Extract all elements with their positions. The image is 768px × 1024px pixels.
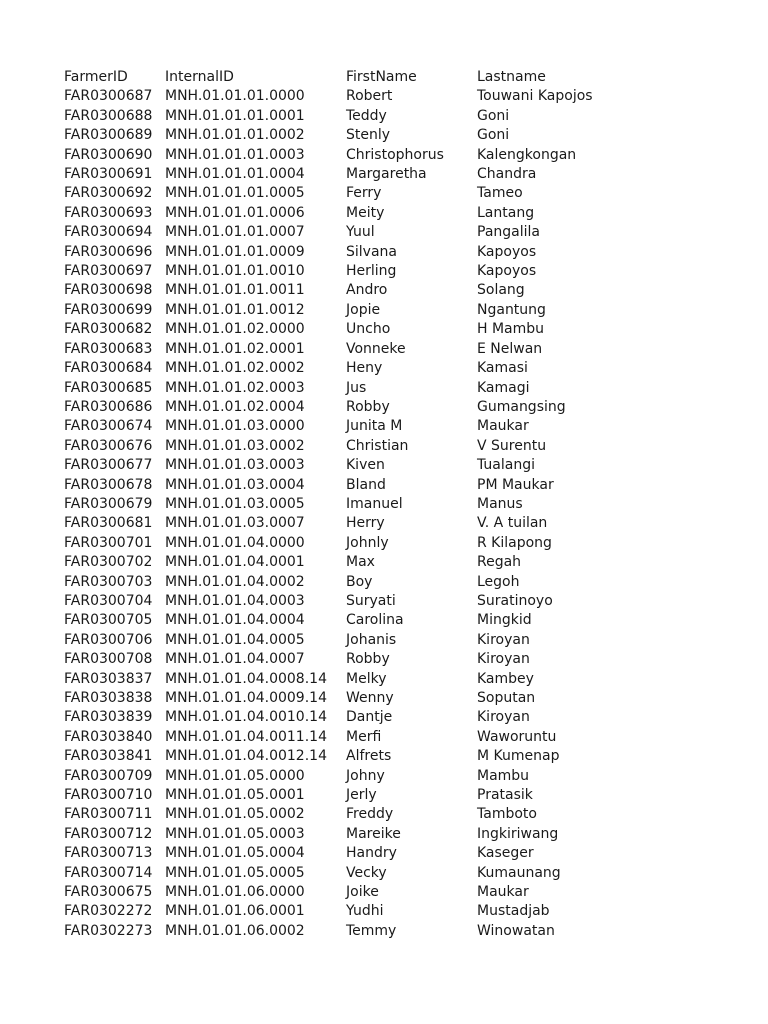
first-name-cell: Carolina	[346, 612, 404, 629]
table-row	[64, 864, 637, 883]
internal-id-cell: MNH.01.01.04.0011.14	[165, 728, 327, 745]
last-name-cell: V Surentu	[477, 437, 547, 454]
internal-id-cell: MNH.01.01.01.0000	[165, 88, 305, 105]
first-name-cell: Johny	[346, 767, 385, 784]
table-row	[64, 825, 637, 844]
first-name-cell: Junita M	[346, 418, 403, 435]
last-name-cell: Lantang	[477, 204, 535, 221]
first-name-cell: Boy	[346, 573, 373, 590]
internal-id-cell: MNH.01.01.05.0002	[165, 806, 305, 823]
first-name-cell: Heny	[346, 360, 383, 377]
internal-id-cell: MNH.01.01.01.0007	[165, 224, 305, 241]
farmer-id-cell: FAR0300696	[64, 243, 153, 260]
first-name-cell: Vecky	[346, 864, 387, 881]
first-name-cell: Wenny	[346, 690, 394, 706]
last-name-cell: Pratasik	[477, 787, 533, 804]
last-name-cell: Kumaunang	[477, 864, 561, 881]
internal-id-cell: MNH.01.01.06.0000	[165, 884, 305, 901]
table-row	[64, 805, 637, 824]
table-body	[64, 87, 637, 941]
last-name-cell: Tameo	[477, 185, 523, 202]
first-name-cell: Bland	[346, 476, 386, 493]
internal-id-cell: MNH.01.01.04.0010.14	[165, 709, 327, 726]
last-name-cell: Pangalila	[477, 224, 540, 241]
farmer-id-cell: FAR0302272	[64, 903, 153, 920]
last-name-cell: Touwani Kapojos	[477, 88, 593, 105]
farmer-id-cell: FAR0300697	[64, 263, 153, 280]
internal-id-cell: MNH.01.01.03.0002	[165, 437, 305, 454]
internal-id-cell: MNH.01.01.01.0010	[165, 263, 305, 280]
last-name-cell: Mustadjab	[477, 903, 550, 920]
last-name-cell: Gumangsing	[477, 398, 566, 415]
last-name-cell: Mambu	[477, 767, 530, 784]
farmer-id-cell: FAR0300711	[64, 806, 153, 823]
farmer-id-cell: FAR0300701	[64, 534, 153, 551]
internal-id-cell: MNH.01.01.01.0005	[165, 185, 305, 202]
table-row	[64, 767, 637, 786]
last-name-cell: Tualangi	[477, 457, 535, 474]
last-name-cell: Kalengkongan	[477, 146, 577, 163]
table-row	[64, 359, 637, 378]
first-name-cell: Vonneke	[346, 340, 406, 357]
table-row	[64, 883, 637, 902]
table-row	[64, 786, 637, 805]
farmer-id-cell: FAR0303837	[64, 670, 153, 687]
farmer-id-cell: FAR0300708	[64, 651, 153, 668]
table-row	[64, 223, 637, 242]
table-row	[64, 844, 637, 863]
first-name-cell: Max	[346, 554, 375, 571]
table-row	[64, 146, 637, 165]
column-header-firstname: FirstName	[346, 69, 417, 85]
internal-id-cell: MNH.01.01.03.0000	[165, 418, 305, 435]
internal-id-cell: MNH.01.01.04.0007	[165, 651, 305, 668]
farmer-id-cell: FAR0300704	[64, 592, 153, 609]
internal-id-cell: MNH.01.01.04.0008.14	[165, 670, 327, 687]
table-row	[64, 611, 637, 630]
internal-id-cell: MNH.01.01.03.0005	[165, 495, 305, 512]
last-name-cell: V. A tuilan	[477, 515, 548, 532]
table-row	[64, 417, 637, 436]
table-row	[64, 631, 637, 650]
table-row	[64, 456, 637, 475]
table-row	[64, 320, 637, 339]
table-row	[64, 398, 637, 417]
internal-id-cell: MNH.01.01.02.0000	[165, 321, 305, 338]
farmer-id-cell: FAR0300685	[64, 379, 153, 396]
farmer-id-cell: FAR0300698	[64, 282, 153, 299]
internal-id-cell: MNH.01.01.04.0009.14	[165, 690, 327, 706]
table-row	[64, 689, 637, 708]
first-name-cell: Christian	[346, 437, 409, 454]
farmer-id-cell: FAR0300709	[64, 767, 153, 784]
table-row	[64, 573, 637, 592]
column-header-internalid: InternalID	[165, 69, 234, 85]
last-name-cell: Kiroyan	[477, 631, 530, 648]
last-name-cell: H Mambu	[477, 321, 545, 338]
first-name-cell: Yudhi	[346, 903, 384, 920]
farmer-id-cell: FAR0300684	[64, 360, 153, 377]
last-name-cell: Winowatan	[477, 922, 555, 939]
table-row	[64, 262, 637, 281]
first-name-cell: Joike	[346, 884, 379, 901]
last-name-cell: Kapoyos	[477, 263, 537, 280]
table-row	[64, 922, 637, 941]
table-row	[64, 107, 637, 126]
first-name-cell: Mareike	[346, 825, 401, 842]
farmer-id-cell: FAR0300679	[64, 495, 153, 512]
first-name-cell: Herry	[346, 515, 385, 532]
table-row	[64, 379, 637, 398]
farmer-id-cell: FAR0300687	[64, 88, 153, 105]
internal-id-cell: MNH.01.01.04.0000	[165, 534, 305, 551]
last-name-cell: Soputan	[477, 690, 536, 706]
farmer-id-cell: FAR0303840	[64, 728, 153, 745]
internal-id-cell: MNH.01.01.01.0009	[165, 243, 305, 260]
first-name-cell: Uncho	[346, 321, 391, 338]
first-name-cell: Margaretha	[346, 166, 427, 183]
first-name-cell: Temmy	[346, 922, 397, 939]
last-name-cell: Legoh	[477, 573, 520, 590]
internal-id-cell: MNH.01.01.05.0001	[165, 787, 305, 804]
last-name-cell: Solang	[477, 282, 525, 299]
farmer-id-cell: FAR0300689	[64, 127, 153, 144]
internal-id-cell: MNH.01.01.02.0003	[165, 379, 305, 396]
first-name-cell: Meity	[346, 204, 385, 221]
last-name-cell: Ingkiriwang	[477, 825, 559, 842]
table-row	[64, 476, 637, 495]
farmer-id-cell: FAR0300691	[64, 166, 153, 183]
first-name-cell: Johnly	[346, 534, 389, 551]
first-name-cell: Teddy	[346, 107, 387, 124]
internal-id-cell: MNH.01.01.02.0002	[165, 360, 305, 377]
last-name-cell: Goni	[477, 107, 510, 124]
last-name-cell: Kiroyan	[477, 709, 530, 726]
table-row	[64, 670, 637, 689]
table-row	[64, 184, 637, 203]
first-name-cell: Herling	[346, 263, 397, 280]
internal-id-cell: MNH.01.01.04.0004	[165, 612, 305, 629]
table-row	[64, 650, 637, 669]
first-name-cell: Silvana	[346, 243, 397, 260]
internal-id-cell: MNH.01.01.05.0005	[165, 864, 305, 881]
first-name-cell: Robby	[346, 398, 390, 415]
internal-id-cell: MNH.01.01.04.0003	[165, 592, 305, 609]
internal-id-cell: MNH.01.01.03.0007	[165, 515, 305, 532]
farmer-id-cell: FAR0300690	[64, 146, 153, 163]
internal-id-cell: MNH.01.01.06.0001	[165, 903, 305, 920]
farmer-table	[64, 68, 637, 941]
farmer-id-cell: FAR0300705	[64, 612, 153, 629]
last-name-cell: Kapoyos	[477, 243, 537, 260]
table-row	[64, 204, 637, 223]
farmer-id-cell: FAR0300678	[64, 476, 153, 493]
column-header-lastname: Lastname	[477, 69, 546, 85]
last-name-cell: M Kumenap	[477, 748, 560, 765]
farmer-id-cell: FAR0300686	[64, 398, 153, 415]
table-row	[64, 902, 637, 921]
farmer-id-cell: FAR0303841	[64, 748, 153, 765]
first-name-cell: Andro	[346, 282, 388, 299]
table-row	[64, 553, 637, 572]
farmer-id-cell: FAR0300688	[64, 107, 153, 124]
farmer-id-cell: FAR0300706	[64, 631, 153, 648]
first-name-cell: Imanuel	[346, 495, 403, 512]
farmer-id-cell: FAR0300675	[64, 884, 153, 901]
last-name-cell: Maukar	[477, 884, 529, 901]
table-row	[64, 281, 637, 300]
farmer-id-cell: FAR0300710	[64, 787, 153, 804]
internal-id-cell: MNH.01.01.05.0003	[165, 825, 305, 842]
last-name-cell: Kaseger	[477, 845, 534, 862]
first-name-cell: Freddy	[346, 806, 394, 823]
first-name-cell: Handry	[346, 845, 397, 862]
farmer-id-cell: FAR0300682	[64, 321, 153, 338]
table-row	[64, 126, 637, 145]
farmer-id-cell: FAR0300692	[64, 185, 153, 202]
last-name-cell: Chandra	[477, 166, 537, 183]
farmer-id-cell: FAR0300681	[64, 515, 153, 532]
first-name-cell: Yuul	[346, 224, 375, 241]
first-name-cell: Robby	[346, 651, 390, 668]
farmer-id-cell: FAR0300699	[64, 301, 153, 318]
table-row	[64, 514, 637, 533]
farmer-id-cell: FAR0300676	[64, 437, 153, 454]
farmer-id-cell: FAR0300677	[64, 457, 153, 474]
farmer-id-cell: FAR0300674	[64, 418, 153, 435]
farmer-id-cell: FAR0300694	[64, 224, 153, 241]
farmer-id-cell: FAR0300714	[64, 864, 153, 881]
last-name-cell: Kambey	[477, 670, 534, 687]
column-header-farmerid: FarmerID	[64, 69, 128, 85]
last-name-cell: E Nelwan	[477, 340, 543, 357]
farmer-id-cell: FAR0300703	[64, 573, 153, 590]
last-name-cell: Manus	[477, 495, 523, 512]
first-name-cell: Jopie	[346, 301, 381, 318]
first-name-cell: Stenly	[346, 127, 391, 144]
farmer-id-cell: FAR0300702	[64, 554, 153, 571]
table-row	[64, 534, 637, 553]
farmer-id-cell: FAR0300683	[64, 340, 153, 357]
table-row	[64, 708, 637, 727]
internal-id-cell: MNH.01.01.03.0004	[165, 476, 305, 493]
internal-id-cell: MNH.01.01.05.0000	[165, 767, 305, 784]
last-name-cell: Mingkid	[477, 612, 532, 629]
internal-id-cell: MNH.01.01.01.0006	[165, 204, 305, 221]
internal-id-cell: MNH.01.01.02.0001	[165, 340, 305, 357]
internal-id-cell: MNH.01.01.04.0001	[165, 554, 305, 571]
table-row	[64, 340, 637, 359]
table-row	[64, 747, 637, 766]
first-name-cell: Jus	[346, 379, 367, 396]
first-name-cell: Ferry	[346, 185, 382, 202]
farmer-id-cell: FAR0300693	[64, 204, 153, 221]
farmer-id-cell: FAR0300712	[64, 825, 153, 842]
first-name-cell: Kiven	[346, 457, 385, 474]
last-name-cell: PM Maukar	[477, 476, 554, 493]
table-row	[64, 437, 637, 456]
internal-id-cell: MNH.01.01.01.0003	[165, 146, 305, 163]
last-name-cell: Kamagi	[477, 379, 530, 396]
last-name-cell: Tamboto	[477, 806, 537, 823]
first-name-cell: Melky	[346, 670, 387, 687]
internal-id-cell: MNH.01.01.01.0001	[165, 107, 305, 124]
last-name-cell: Suratinoyo	[477, 592, 553, 609]
first-name-cell: Dantje	[346, 709, 393, 726]
internal-id-cell: MNH.01.01.05.0004	[165, 845, 305, 862]
last-name-cell: Kamasi	[477, 360, 528, 377]
last-name-cell: Kiroyan	[477, 651, 530, 668]
last-name-cell: Waworuntu	[477, 728, 557, 745]
table-row	[64, 728, 637, 747]
last-name-cell: Goni	[477, 127, 510, 144]
first-name-cell: Suryati	[346, 592, 396, 609]
internal-id-cell: MNH.01.01.02.0004	[165, 398, 305, 415]
last-name-cell: Ngantung	[477, 301, 546, 318]
table-row	[64, 165, 637, 184]
last-name-cell: Maukar	[477, 418, 529, 435]
table-row	[64, 592, 637, 611]
last-name-cell: Regah	[477, 554, 522, 571]
internal-id-cell: MNH.01.01.06.0002	[165, 922, 305, 939]
first-name-cell: Robert	[346, 88, 393, 105]
internal-id-cell: MNH.01.01.01.0012	[165, 301, 305, 318]
internal-id-cell: MNH.01.01.01.0011	[165, 282, 305, 299]
table-row	[64, 301, 637, 320]
first-name-cell: Johanis	[346, 631, 397, 648]
first-name-cell: Christophorus	[346, 146, 444, 163]
last-name-cell: R Kilapong	[477, 534, 552, 551]
internal-id-cell: MNH.01.01.01.0002	[165, 127, 305, 144]
farmer-id-cell: FAR0303839	[64, 709, 153, 726]
first-name-cell: Jerly	[346, 787, 377, 804]
internal-id-cell: MNH.01.01.04.0002	[165, 573, 305, 590]
header-row	[64, 68, 637, 87]
internal-id-cell: MNH.01.01.01.0004	[165, 166, 305, 183]
farmer-id-cell: FAR0302273	[64, 922, 153, 939]
internal-id-cell: MNH.01.01.04.0005	[165, 631, 305, 648]
first-name-cell: Merfi	[346, 728, 382, 745]
farmer-id-cell: FAR0300713	[64, 845, 153, 862]
farmer-id-cell: FAR0303838	[64, 690, 153, 706]
internal-id-cell: MNH.01.01.04.0012.14	[165, 748, 327, 765]
table-row	[64, 495, 637, 514]
internal-id-cell: MNH.01.01.03.0003	[165, 457, 305, 474]
first-name-cell: Alfrets	[346, 748, 392, 765]
table-row	[64, 243, 637, 262]
table-row	[64, 87, 637, 106]
